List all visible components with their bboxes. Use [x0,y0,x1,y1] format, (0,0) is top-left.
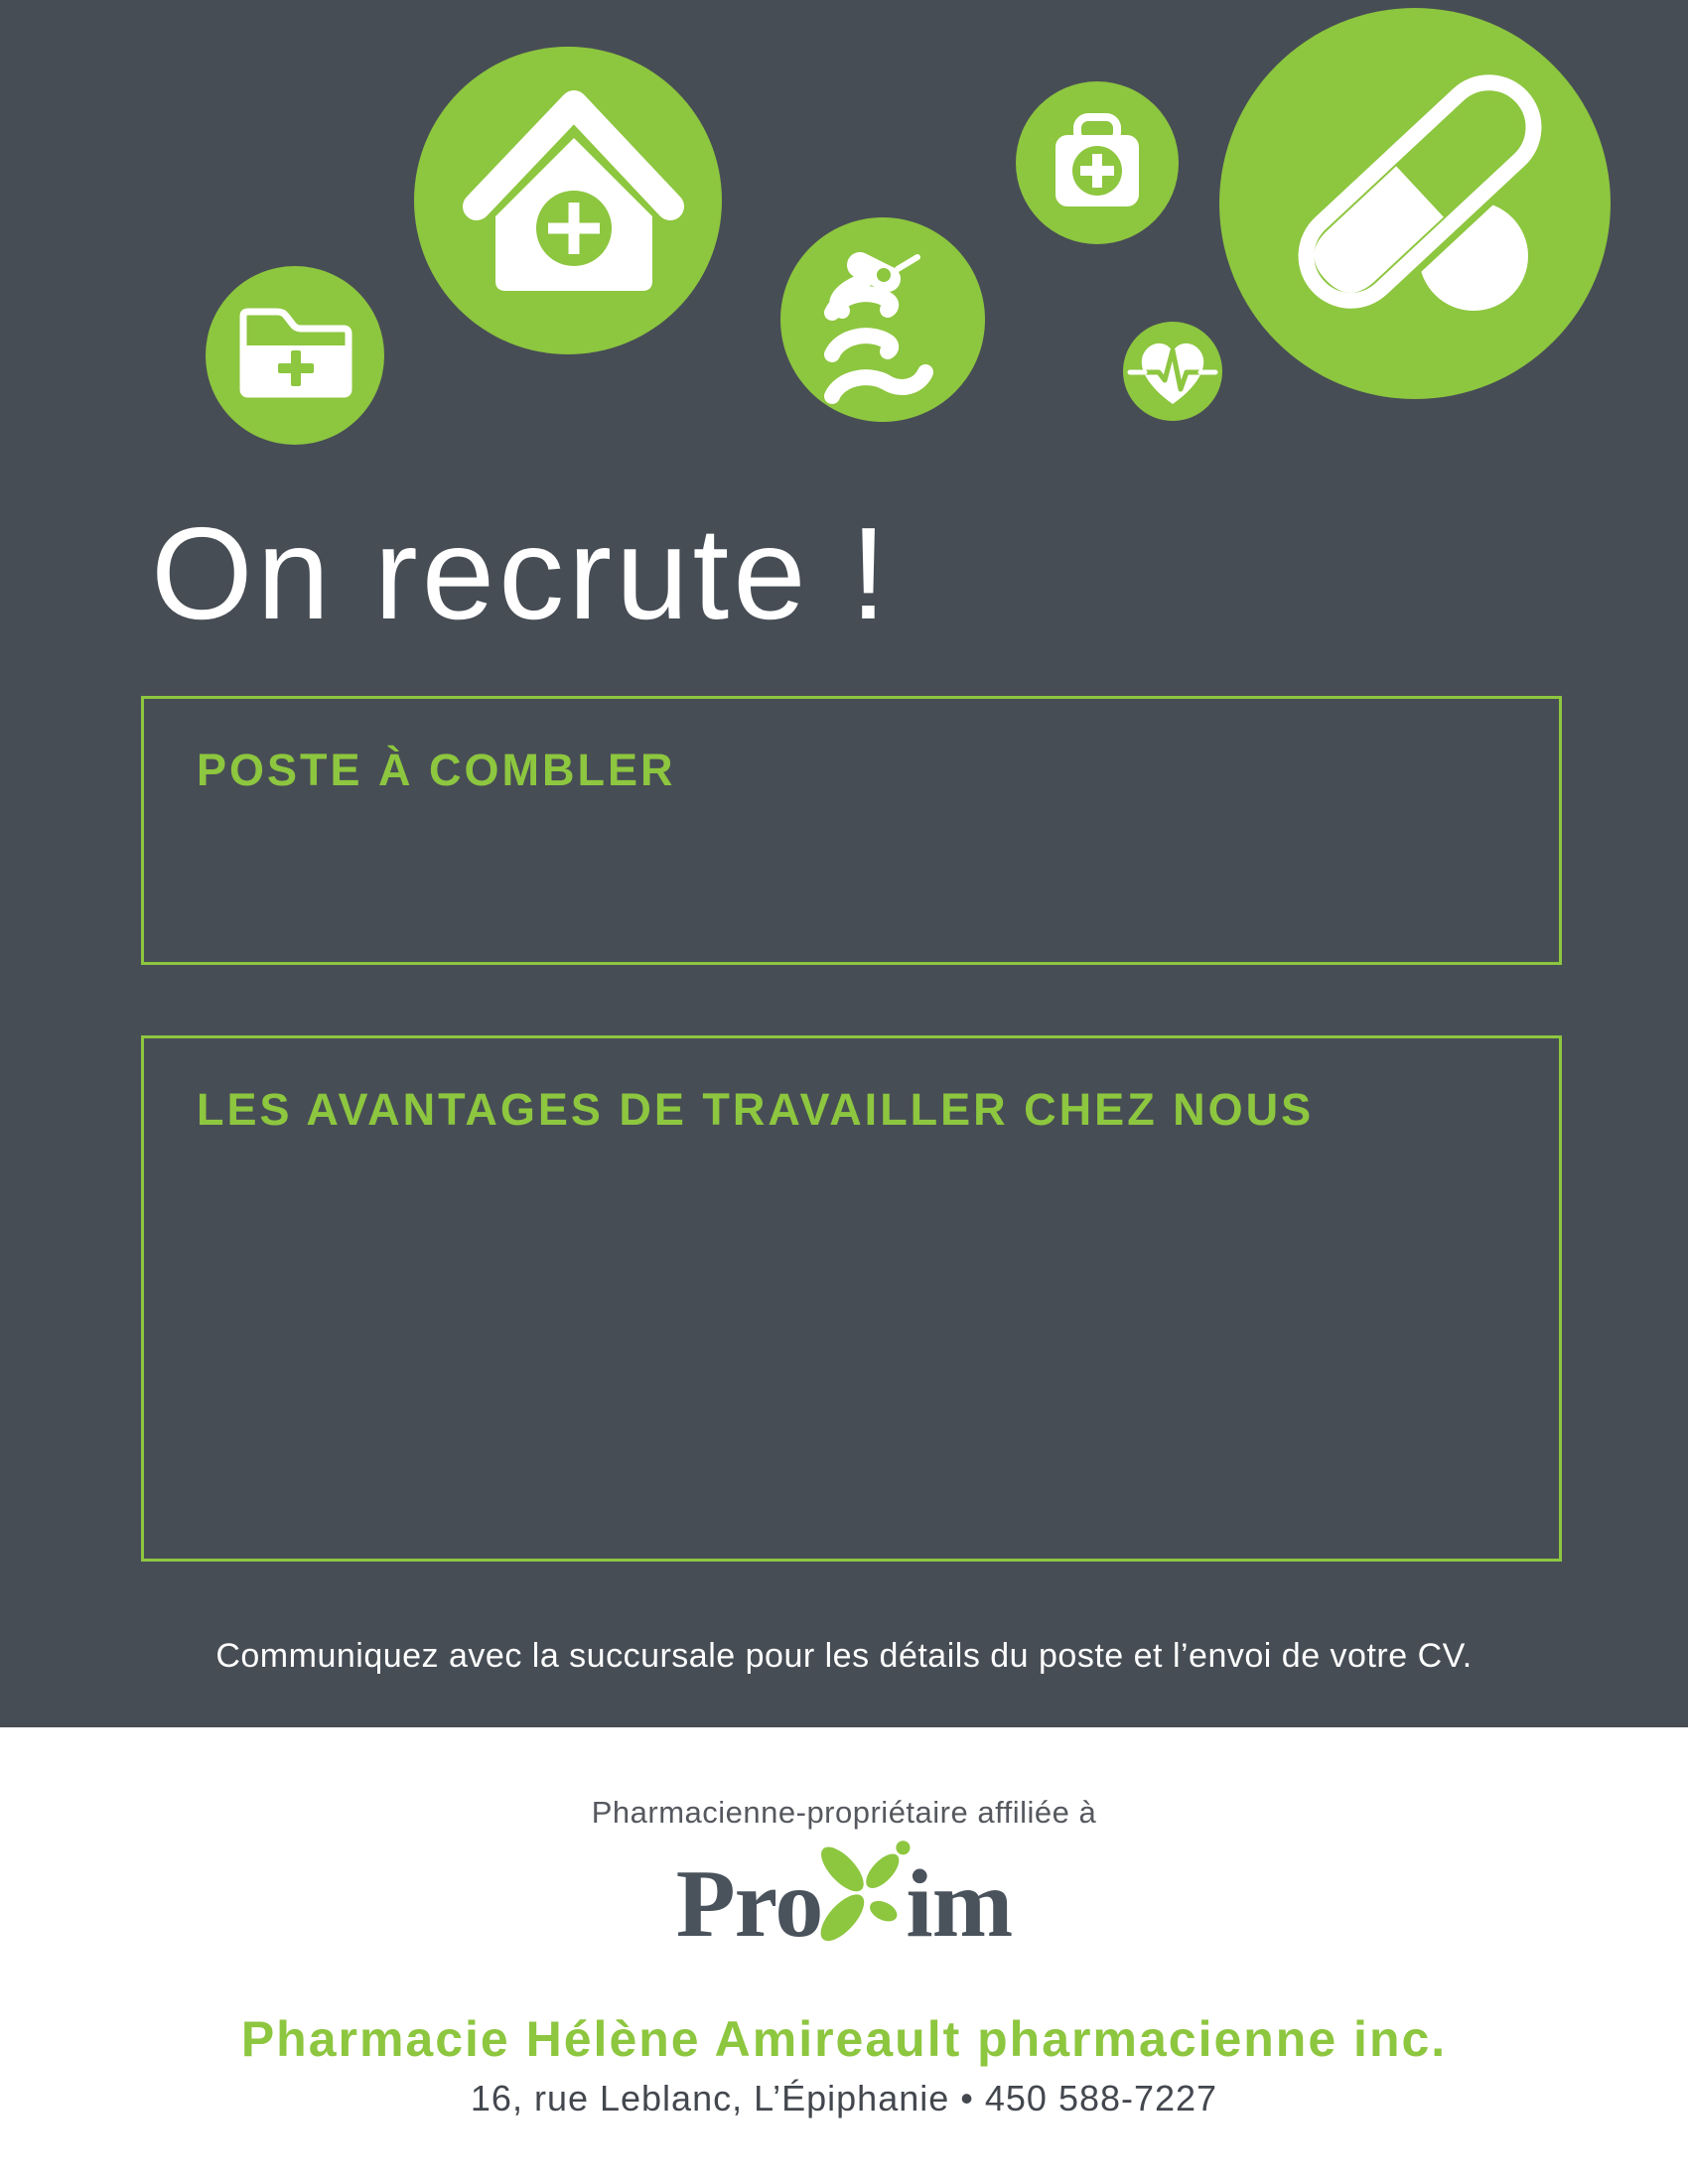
proxim-logo-text-start: Pro [675,1850,823,1958]
affiliation-label: Pharmacienne-propriétaire affiliée à [591,1795,1097,1830]
heart-pulse-icon [1123,322,1222,421]
benefits-box [141,1035,1562,1562]
capsule-pill-icon [1219,8,1611,399]
address-phone-line: 16, rue Leblanc, L’Épiphanie • 450 588-7227 [470,2078,1218,2118]
medical-house-icon [414,47,722,354]
benefits-box-title: LES AVANTAGES DE TRAVAILLER CHEZ NOUS [197,1084,1315,1135]
first-aid-kit-icon [1016,81,1179,244]
proxim-logo-text-end: im [906,1850,1013,1958]
contact-note: Communiquez avec la succursale pour les détails du poste et l’envoi de votre CV. [215,1637,1473,1675]
pharmacy-name: Pharmacie Hélène Amireault pharmacienne inc. [240,2011,1448,2067]
folder-plus-icon [206,266,384,445]
caduceus-icon [780,217,985,422]
position-box-title: POSTE À COMBLER [197,745,676,795]
page-title: On recrute ! [151,500,891,646]
position-to-fill-box [141,696,1562,965]
proxim-logo [0,1837,1688,1976]
footer-section [0,1727,1688,2184]
proxim-x-leaf-icon [817,1837,911,1960]
